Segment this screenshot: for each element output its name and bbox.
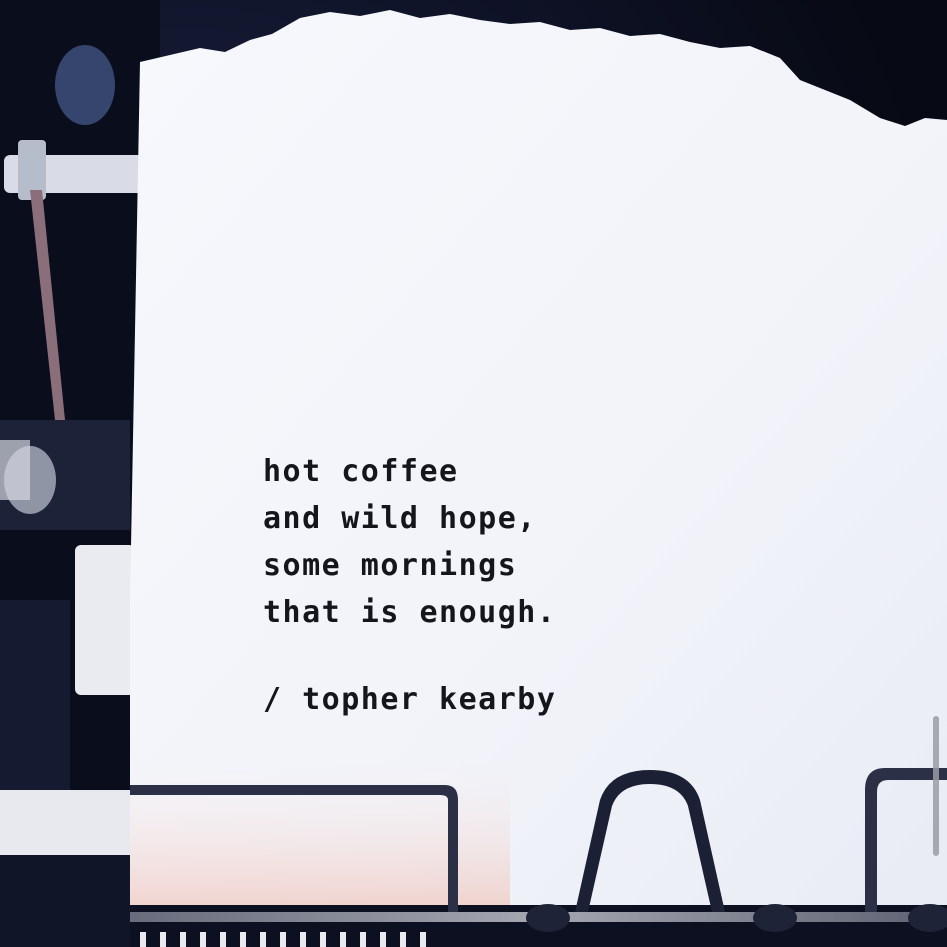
poem-signature: / topher kearby	[263, 682, 557, 717]
scrollbar[interactable]	[933, 716, 939, 856]
poem-line: that is enough.	[263, 595, 557, 630]
poem-line: and wild hope,	[263, 501, 537, 536]
poem-text	[263, 448, 556, 636]
poem-line: some mornings	[263, 548, 518, 583]
poem-line: hot coffee	[263, 454, 459, 489]
